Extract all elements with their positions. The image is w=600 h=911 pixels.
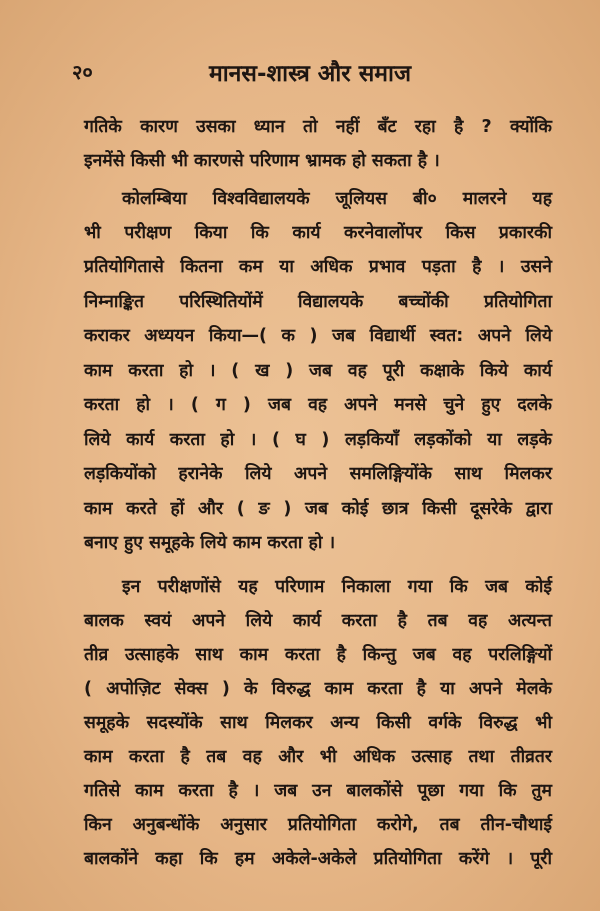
text-line: बनाए हुए समूहके लिये काम करता हो । xyxy=(84,533,336,553)
text-line: गतिसे काम करता है । जब उन बालकोंसे पूछा गया कि तुम xyxy=(84,781,552,801)
text-line: काम करता है तब वह और भी अधिक उत्साह तथा तीव्रतर xyxy=(84,747,552,767)
running-title: मानस-शास्त्र और समाज xyxy=(208,61,412,87)
text-line: ( अपोज़िट सेक्स ) के विरुद्ध काम करता है या अपने मेलके xyxy=(84,679,552,699)
text-line: प्रतियोगितासे कितना कम या अधिक प्रभाव पड़ता है । उसने xyxy=(84,257,552,277)
text-line: काम करता हो । ( ख ) जब वह पूरी कक्षाके किये कार्य xyxy=(84,361,552,381)
text-line: काम करते हों और ( ङ ) जब कोई छात्र किसी दूसरेके द्वारा xyxy=(84,499,552,519)
text-line: कोलम्बिया विश्वविद्यालयके जूलियस बी० मालरने यह xyxy=(122,189,552,209)
text-line: किन अनुबन्धोंके अनुसार प्रतियोगिता करोगे, तब तीन-चौथाई xyxy=(84,815,552,835)
text-line: लड़कियोंको हरानेके लिये अपने समलिङ्गियोंके साथ मिलकर xyxy=(84,464,552,484)
text-line: इनमेंसे किसी भी कारणसे परिणाम भ्रामक हो सकता है । xyxy=(84,151,440,171)
page-number: २० xyxy=(72,60,93,84)
text-line: निम्नाङ्कित परिस्थितियोंमें विद्यालयके बच्चोंकी प्रतियोगिता xyxy=(84,292,552,312)
text-line: करता हो । ( ग ) जब वह अपने मनसे चुने हुए दलके xyxy=(84,395,552,415)
text-line: कराकर अध्ययन किया—( क ) जब विद्यार्थी स्वत: अपने लिये xyxy=(84,326,552,346)
text-line: गतिके कारण उसका ध्यान तो नहीं बँट रहा है ? क्योंकि xyxy=(84,117,552,137)
text-line: भी परीक्षण किया कि कार्य करनेवालोंपर किस प्रकारकी xyxy=(84,223,552,243)
text-line: बालकोंने कहा कि हम अकेले-अकेले प्रतियोगिता करेंगे । पूरी xyxy=(84,849,552,869)
text-line: बालक स्वयं अपने लिये कार्य करता है तब वह अत्यन्त xyxy=(84,611,552,631)
text-line: लिये कार्य करता हो । ( घ ) लड़कियाँ लड़कोंको या लड़के xyxy=(84,430,552,450)
text-line: समूहके सदस्योंके साथ मिलकर अन्य किसी वर्गके विरुद्ध भी xyxy=(84,713,552,733)
text-line: तीव्र उत्साहके साथ काम करता है किन्तु जब वह परलिङ्गियों xyxy=(84,645,552,665)
text-line: इन परीक्षणोंसे यह परिणाम निकाला गया कि जब कोई xyxy=(122,577,552,597)
